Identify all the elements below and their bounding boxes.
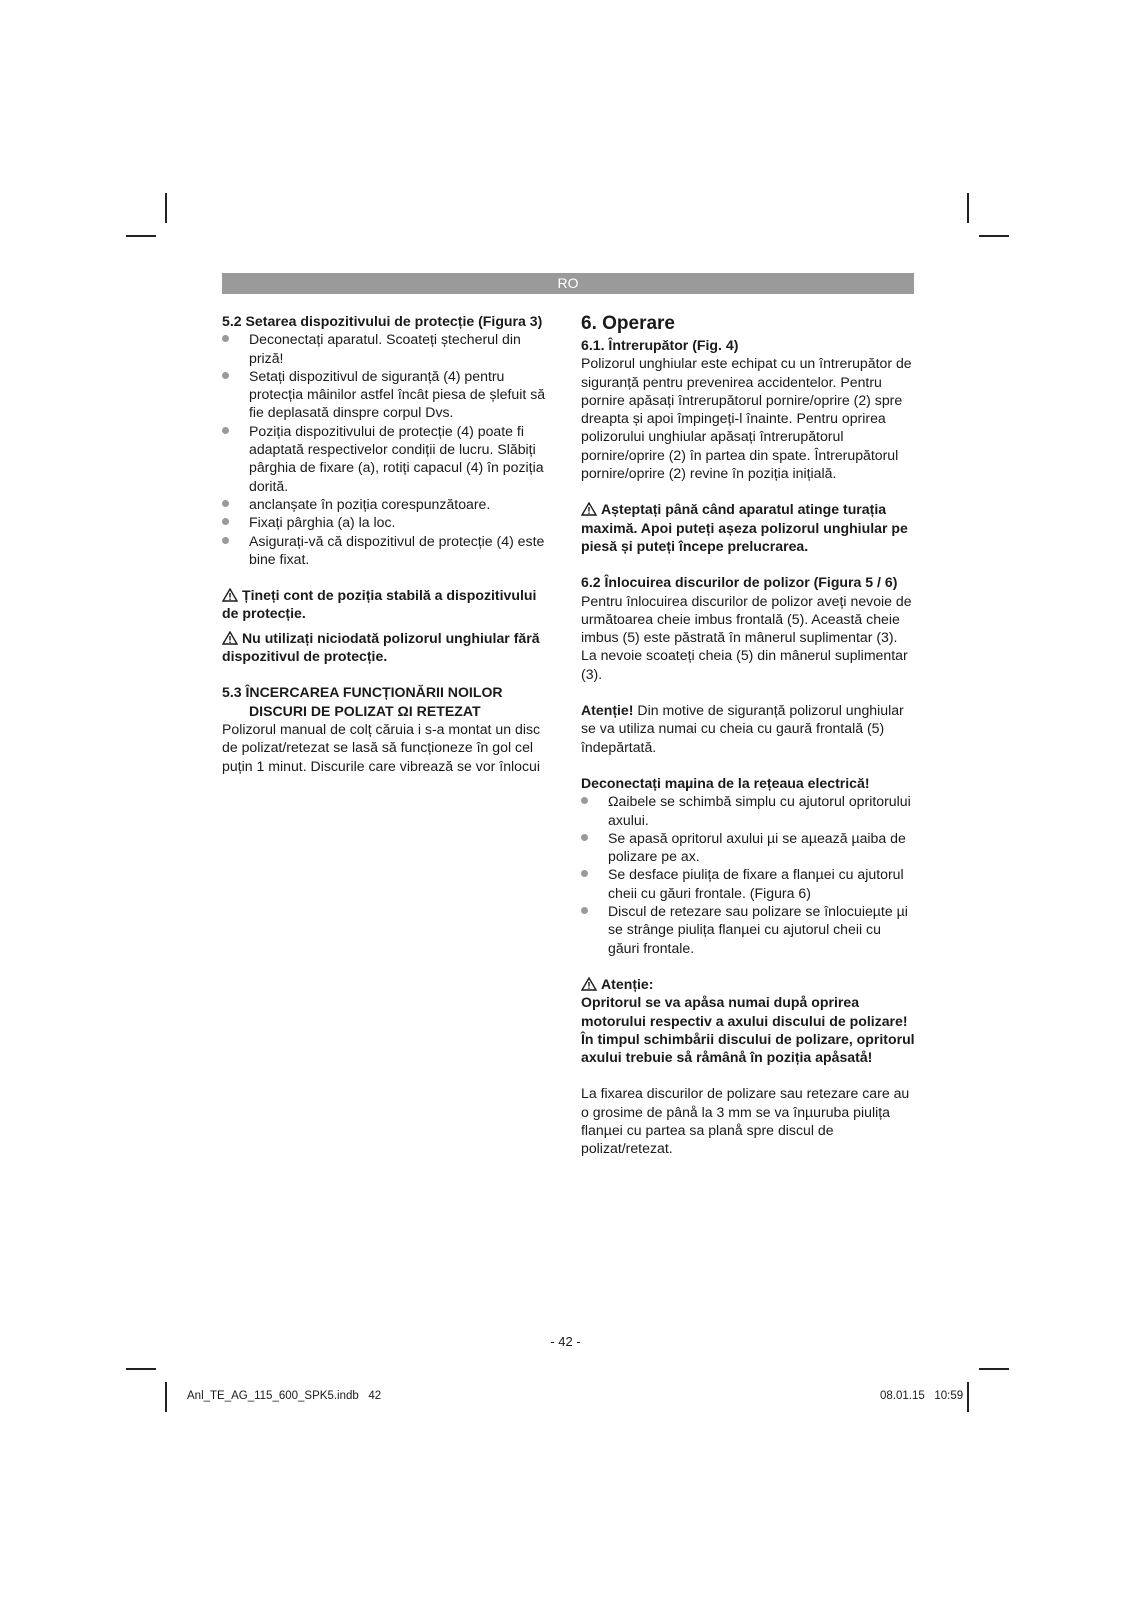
list-item: Deconectați aparatul. Scoateți ștecherul din priză! xyxy=(222,330,556,367)
warning-icon xyxy=(581,502,597,516)
warning-spindle-lock-label: Atenție: xyxy=(581,975,915,993)
language-label: RO xyxy=(557,275,579,291)
crop-mark xyxy=(165,1382,167,1412)
section-6-1-title: 6.1. Întrerupător (Fig. 4) xyxy=(581,337,739,353)
file-name: Anl_TE_AG_115_600_SPK5.indb 42 xyxy=(187,1390,382,1402)
crop-mark xyxy=(979,235,1009,237)
list-item: Se apasă opritorul axului µi se aµează µaiba de polizare pe ax. xyxy=(581,829,915,866)
section-6-2-list xyxy=(581,792,915,957)
attention-label: Atenție! xyxy=(581,702,634,719)
list-item: Setați dispozitivul de siguranță (4) pentru protecția mâinilor astfel încât piesa de șlefuit să fie deplasată dinspre corpul Dvs. xyxy=(222,367,556,422)
disconnect-title: Deconectați maµina de la rețeaua electrică! xyxy=(581,774,870,791)
list-item: Fixați pârghia (a) la loc. xyxy=(222,513,556,531)
bullet-icon xyxy=(222,518,229,525)
list-item: Asigurați-vă că dispozitivul de protecție (4) este bine fixat. xyxy=(222,532,556,569)
warning-stable-guard: Țineți cont de poziția stabilă a dispozitivului de protecție. xyxy=(222,587,537,622)
list-item: Ωaibele se schimbă simplu cu ajutorul opritorului axului. xyxy=(581,792,915,829)
warning-icon xyxy=(581,977,597,991)
final-text: La fixarea discurilor de polizare sau retezare care au o grosime de pânå la 3 mm se va înµuruba piulița flanµei cu partea sa planå spre discul de polizat/retezat. xyxy=(581,1085,910,1157)
print-date: 08.01.15 10:59 xyxy=(880,1390,964,1402)
bullet-icon xyxy=(581,870,588,877)
language-bar xyxy=(222,273,914,294)
list-item: anclanșate în poziția corespunzătoare. xyxy=(222,495,556,513)
bullet-icon xyxy=(581,834,588,841)
warning-spindle-lock-text: Opritorul se va apåsa numai dupå oprirea motorului respectiv a axului discului de polizare! În timpul schimbårii discului de polizare, opritorul axului trebuie så råmânå în poziția apåsatå! xyxy=(581,994,915,1066)
left-column xyxy=(222,312,556,775)
section-6-1-text: Polizorul unghiular este echipat cu un întrerupător de siguranță pentru prevenirea accidentelor. Pentru pornire apăsați întrerupătorul pornire/oprire (2) spre dreapta și apoi împingeți-l înainte. Pentru oprirea polizorului unghiular apăsați întrerupătorul pornire/oprire (2) în partea din spate. Întrerupătorul pornire/oprire (2) revine în poziția inițială. xyxy=(581,355,912,482)
bullet-icon xyxy=(222,500,229,507)
section-6-2-title: 6.2 Înlocuirea discurilor de polizor (Figura 5 / 6) xyxy=(581,574,898,591)
bullet-icon xyxy=(222,427,229,434)
section-6-2-text: Pentru înlocuirea discurilor de polizor aveți nevoie de următoarea cheie imbus frontală (5). Această cheie imbus (5) este păstrată în mânerul suplimentar (3). La nevoie scoateți cheia (5) din mânerul suplimentar (3). xyxy=(581,592,912,682)
warning-icon xyxy=(222,588,238,602)
warning-icon xyxy=(222,631,238,645)
section-6-title: 6. Operare xyxy=(581,313,675,334)
bullet-icon xyxy=(222,335,229,342)
page-number: - 42 - xyxy=(550,1334,581,1349)
list-item: Discul de retezare sau polizare se înlocuieµte µi se strânge piulița flanµei cu ajutorul cheii cu găuri frontale. xyxy=(581,902,915,957)
right-column xyxy=(581,312,915,1158)
crop-mark xyxy=(126,1368,156,1370)
warning-no-guard: Nu utilizați niciodată polizorul unghiular fără dispozitivul de protecție. xyxy=(222,629,540,665)
bullet-icon xyxy=(222,372,229,379)
crop-mark xyxy=(967,1382,969,1412)
crop-mark xyxy=(979,1368,1009,1370)
section-5-2-list xyxy=(222,330,556,568)
bullet-icon xyxy=(222,537,229,544)
warning-max-speed: Așteptați până când aparatul atinge turația maximă. Apoi puteți așeza polizorul unghiular pe piesă și puteți începe prelucrarea. xyxy=(581,501,908,554)
section-5-2-title: 5.2 Setarea dispozitivului de protecție (Figura 3) xyxy=(222,313,543,329)
section-5-3-title: 5.3 ÎNCERCAREA FUNCȚIONĂRII NOILOR DISCURI DE POLIZAT ΩI RETEZAT xyxy=(222,684,503,719)
crop-mark xyxy=(126,235,156,237)
crop-mark xyxy=(165,193,167,223)
section-5-3-text: Polizorul manual de colț căruia i s-a montat un disc de polizat/retezat se lasă să funcționeze în gol cel puțin 1 minut. Discurile care vibrează se vor înlocui xyxy=(222,720,541,774)
crop-mark xyxy=(967,193,969,223)
attention-note: Atenție! Din motive de siguranță polizorul unghiular se va utiliza numai cu cheia cu gaură frontală (5) îndepărtată. xyxy=(581,702,904,755)
bullet-icon xyxy=(581,907,588,914)
list-item: Se desface piulița de fixare a flanµei cu ajutorul cheii cu găuri frontale. (Figura 6) xyxy=(581,865,915,902)
list-item: Poziția dispozitivului de protecție (4) poate fi adaptată respectivelor condiții de lucru. Slăbiți pârghia de fixare (a), rotiți capacul (4) în poziția dorită. xyxy=(222,422,556,495)
bullet-icon xyxy=(581,797,588,804)
